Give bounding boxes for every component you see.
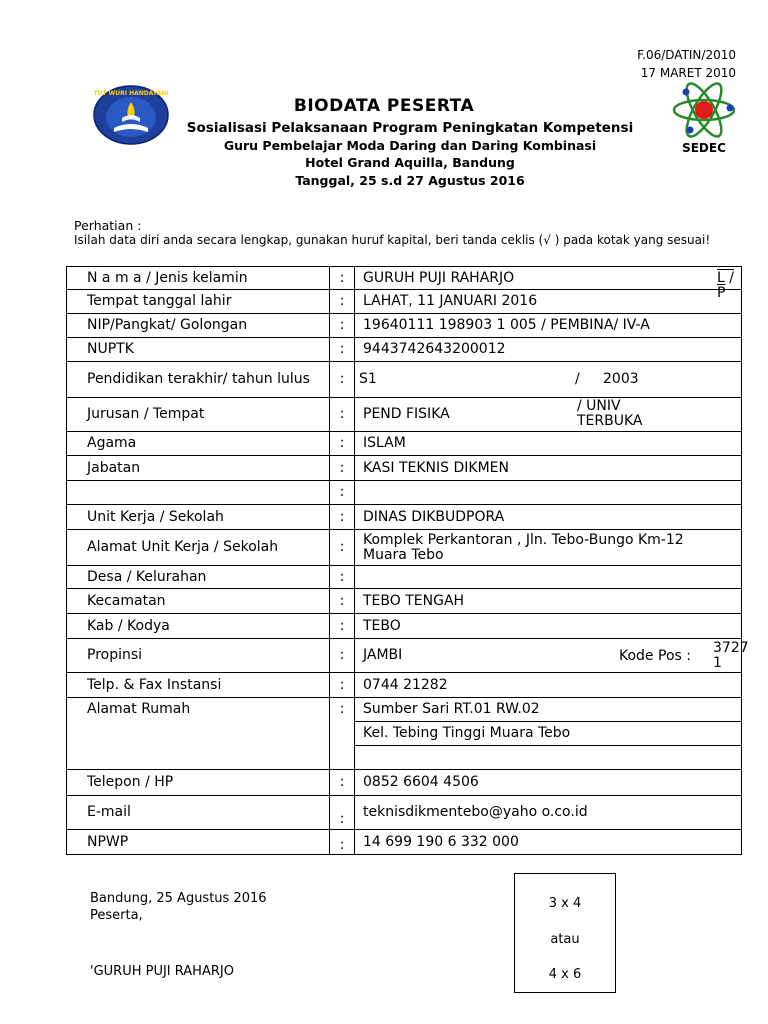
colon: :: [330, 566, 355, 589]
field-nuptk[interactable]: 9443742643200012: [355, 338, 742, 362]
kode-pos-label: Kode Pos :: [619, 648, 691, 664]
document-code: [637, 46, 736, 82]
field-jabatan[interactable]: KASI TEKNIS DIKMEN: [355, 456, 742, 481]
photo-size-2: 4 x 6: [548, 967, 582, 982]
colon: :: [330, 673, 355, 698]
colon: :: [330, 432, 355, 456]
label-npwp: NPWP: [67, 830, 330, 855]
field-unit-kerja[interactable]: DINAS DIKBUDPORA: [355, 505, 742, 530]
photo-or: atau: [550, 932, 580, 947]
value-tahun-lulus: 2003: [603, 371, 639, 387]
signature-place-date: Bandung, 25 Agustus 2016: [90, 891, 267, 906]
colon: :: [330, 530, 355, 566]
value-jurusan: PEND FISIKA: [363, 406, 450, 422]
field-npwp[interactable]: 14 699 190 6 332 000: [355, 830, 742, 855]
label-alamat-rumah: Alamat Rumah: [67, 698, 330, 722]
field-pendidikan[interactable]: [355, 362, 742, 398]
field-jurusan[interactable]: [355, 398, 742, 432]
field-ttl[interactable]: LAHAT, 11 JANUARI 2016: [355, 290, 742, 314]
colon: :: [330, 456, 355, 481]
field-telp[interactable]: 0744 21282: [355, 673, 742, 698]
colon: :: [330, 362, 355, 398]
value-pendidikan: S1: [359, 371, 377, 387]
label-unit-kerja: Unit Kerja / Sekolah: [67, 505, 330, 530]
label-telp: Telp. & Fax Instansi: [67, 673, 330, 698]
row-unit-kerja: [67, 505, 742, 530]
field-desa[interactable]: [355, 566, 742, 589]
field-alamat-rumah-3[interactable]: [355, 746, 742, 770]
colon: :: [330, 614, 355, 639]
photo-placeholder[interactable]: [514, 873, 616, 993]
row-desa: [67, 566, 742, 589]
value-nama: GURUH PUJI RAHARJO: [363, 269, 515, 286]
label-kecamatan: Kecamatan: [67, 589, 330, 614]
page-title: BIODATA PESERTA: [293, 96, 475, 116]
colon: :: [330, 290, 355, 314]
label-ttl: Tempat tanggal lahir: [67, 290, 330, 314]
field-alamat-rumah-2[interactable]: Kel. Tebing Tinggi Muara Tebo: [355, 722, 742, 746]
label-alamat-unit: Alamat Unit Kerja / Sekolah: [67, 530, 330, 566]
colon: :: [330, 589, 355, 614]
row-npwp: [67, 830, 742, 855]
signature-name: 'GURUH PUJI RAHARJO: [90, 964, 234, 979]
row-alamat-rumah-2: [67, 722, 742, 746]
label-jabatan: Jabatan: [67, 456, 330, 481]
label-alamat-rumah-end: [67, 746, 330, 770]
field-blank[interactable]: [355, 481, 742, 505]
colon: :: [330, 267, 355, 290]
subtitle-program: Sosialisasi Pelaksanaan Program Peningkatan Kompetensi: [186, 120, 634, 136]
row-nip: [67, 314, 742, 338]
colon: :: [330, 830, 355, 855]
row-alamat-rumah: [67, 698, 742, 722]
row-alamat-unit: [67, 530, 742, 566]
colon: :: [330, 481, 355, 505]
label-agama: Agama: [67, 432, 330, 456]
field-agama[interactable]: ISLAM: [355, 432, 742, 456]
row-jabatan: [67, 456, 742, 481]
row-ttl: [67, 290, 742, 314]
doc-code-number: F.06/DATIN/2010: [637, 48, 736, 62]
row-kab: [67, 614, 742, 639]
colon: :: [330, 398, 355, 432]
doc-code-date: 17 MARET 2010: [640, 66, 736, 80]
notice-body: Isilah data diri anda secara lengkap, gunakan huruf kapital, beri tanda ceklis (√ ) pada kotak yang sesuai!: [74, 233, 711, 247]
row-kecamatan: [67, 589, 742, 614]
subtitle-guru: Guru Pembelajar Moda Daring dan Daring Kombinasi: [223, 138, 597, 153]
colon: :: [330, 698, 355, 722]
label-kab: Kab / Kodya: [67, 614, 330, 639]
label-telepon: Telepon / HP: [67, 770, 330, 796]
colon: :: [330, 505, 355, 530]
photo-size-1: 3 x 4: [548, 896, 582, 911]
pendidikan-separator: /: [575, 371, 580, 387]
notice-heading: Perhatian :: [74, 218, 142, 233]
colon: :: [330, 796, 355, 830]
subtitle-venue: Hotel Grand Aquilla, Bandung: [305, 155, 515, 170]
signature-role: Peserta,: [90, 908, 143, 923]
row-agama: [67, 432, 742, 456]
field-alamat-unit[interactable]: Komplek Perkantoran , Jln. Tebo-Bungo Km-12 Muara Tebo: [355, 530, 742, 566]
colon-blank: [330, 746, 355, 770]
label-nuptk: NUPTK: [67, 338, 330, 362]
signature-block: [90, 890, 267, 924]
label-alamat-rumah-cont: [67, 722, 330, 746]
row-blank: [67, 481, 742, 505]
colon: :: [330, 770, 355, 796]
colon: :: [330, 338, 355, 362]
label-desa: Desa / Kelurahan: [67, 566, 330, 589]
value-kode-pos[interactable]: 3727 1: [713, 640, 749, 671]
row-nuptk: [67, 338, 742, 362]
label-jurusan: Jurusan / Tempat: [67, 398, 330, 432]
value-propinsi: JAMBI: [363, 647, 403, 663]
gender-choice[interactable]: L / P: [717, 270, 734, 301]
field-kab[interactable]: TEBO: [355, 614, 742, 639]
row-nama: [67, 267, 742, 290]
label-nip: NIP/Pangkat/ Golongan: [67, 314, 330, 338]
right-logo-text: SEDEC: [682, 141, 726, 155]
field-nip[interactable]: 19640111 198903 1 005 / PEMBINA/ IV-A: [355, 314, 742, 338]
label-propinsi: Propinsi: [67, 639, 330, 673]
label-nama: N a m a / Jenis kelamin: [67, 267, 330, 290]
field-email[interactable]: teknisdikmentebo@yaho o.co.id: [355, 796, 742, 830]
row-telp: [67, 673, 742, 698]
value-tempat: / UNIV TERBUKA: [577, 398, 643, 429]
field-kecamatan[interactable]: TEBO TENGAH: [355, 589, 742, 614]
label-email: E-mail: [67, 796, 330, 830]
row-pendidikan: [67, 362, 742, 398]
sedec-atom-logo-icon: [668, 80, 740, 158]
row-jurusan: [67, 398, 742, 432]
row-email: [67, 796, 742, 830]
row-telepon: [67, 770, 742, 796]
field-telepon[interactable]: 0852 6604 4506: [355, 770, 742, 796]
colon-blank: [330, 722, 355, 746]
field-propinsi[interactable]: [355, 639, 749, 673]
colon: :: [330, 639, 355, 673]
subtitle-date: Tanggal, 25 s.d 27 Agustus 2016: [295, 173, 525, 188]
label-blank: [67, 481, 330, 505]
field-alamat-rumah-1[interactable]: Sumber Sari RT.01 RW.02: [355, 698, 742, 722]
row-alamat-rumah-3: [67, 746, 742, 770]
biodata-form-table: [66, 266, 749, 855]
left-logo-text: TUT WURI HANDAYANI: [93, 90, 169, 97]
colon: :: [330, 314, 355, 338]
label-pendidikan: Pendidikan terakhir/ tahun lulus: [67, 362, 330, 398]
row-propinsi: [67, 639, 742, 673]
